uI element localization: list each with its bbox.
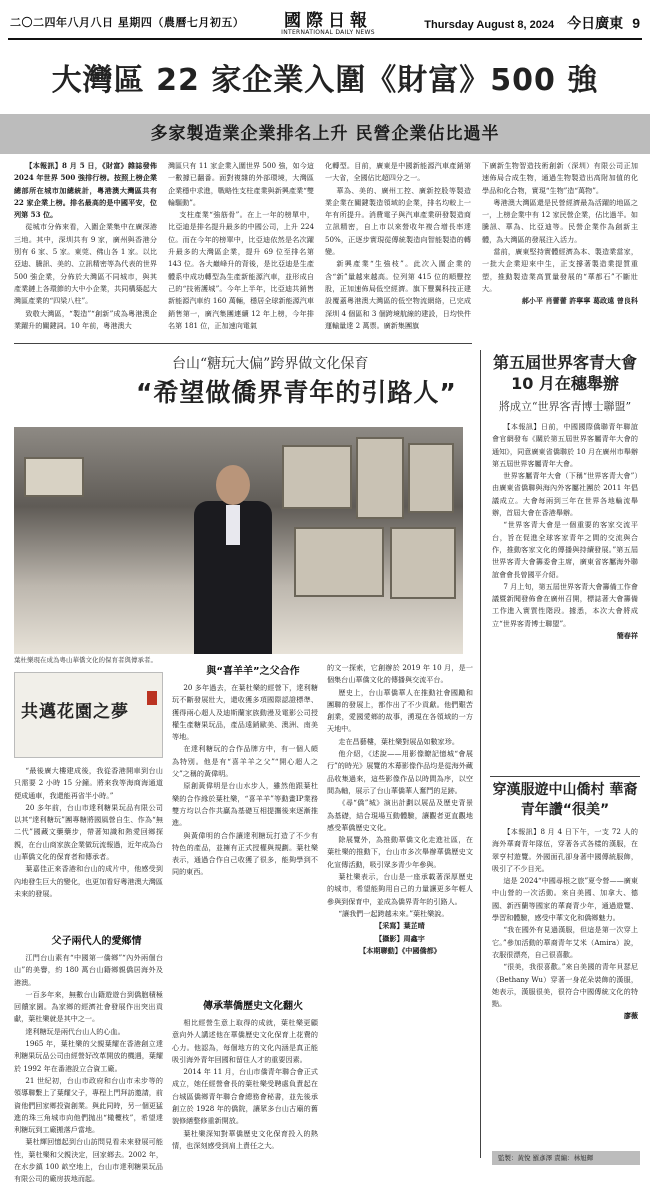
- lead-column-2: [168, 160, 314, 332]
- page-headline: 大灣區 22 家企業入圍《財富》500 強: [51, 63, 599, 98]
- newspaper-name-cn: 國際日報: [284, 11, 372, 31]
- paragraph: 葉杜樂深知對華僑歷史文化保育投入的熱情，也深刻感受到肩上責任之大。: [172, 1128, 318, 1150]
- subsection-heading: 與“喜羊羊”之父合作: [206, 666, 300, 677]
- paragraph: “讓我們一起跨越未來。”葉杜樂說。: [338, 908, 449, 918]
- paragraph: 20 多年前，台山市達利糖果玩品有限公司以其“達利糖玩”團專糖將國風營自生、作為“無二代”國藏文藥藥步，帶著知識和熱愛回鄉探親，在台山商家族企業做玩流報過，近年成為台山華僑文化的保育者和傳承者。: [14, 802, 163, 862]
- paragraph: 這是 2024“中國尋根之旅”夏令營——廣東中山營的一次活動。來自美國、加拿大、德國、新西蘭等國家的華裔青少年，通過遊覽、學習和體驗，感受中華文化和僑鄉魅力。: [492, 876, 638, 923]
- paragraph: 化轉型。目前，廣東是中國新能源汽車產銷第一大省，全國佔比超四分之一。: [325, 161, 471, 183]
- paragraph: 葉杜輝回憶起到台山訪問見看未來發展可能性，葉杜樂和父親決定，回家鄉去。2002 年，在水步鎮 100 畝空地上，台山市達利糖果玩品有限公司的廠房拔地而起。: [14, 1137, 163, 1184]
- lead-column-3: [325, 160, 471, 332]
- paragraph: 20 多年過去，在葉杜樂的經營下，達利糖玩不斷發展壯大，還收獲多項國際認證標準、獲得兩心超人及迪斯蘭家族動漫及電影公司授權生產糖果玩品，產品遠銷歐美、澳洲、南美等地。: [172, 683, 318, 742]
- masthead: [8, 10, 642, 40]
- issue-date-cn: 二〇二四年八月八日 星期四（農曆七月初五）: [10, 16, 245, 29]
- lead-column-4: [482, 160, 638, 345]
- sidebar1-byline: 簡春祥: [616, 631, 638, 641]
- person-figure: [194, 465, 272, 654]
- credit-line: 【采寫】葉芷晴: [375, 921, 425, 931]
- newspaper-logo: [253, 6, 403, 36]
- paragraph: “我在國外有見過漢服，但這是第一次穿上它。”參加活動的華裔青年艾米（Amira）說，衣服很漂亮，自己很喜歡。: [492, 925, 638, 959]
- paragraph: 一百多年來，無數台山籍遊遊台到僑胞積極回饋家園。為家鄉的經濟社會發展作出突出貢獻，葉杜樂就是其中之一。: [14, 989, 163, 1024]
- paragraph: “很美，我很喜歡。”來自美國的青年貝瑟尼（Bethany Wu）穿著一身花朵裝飾的漢服，她表示，漢服很美，很符合中國傳統文化的特點。: [492, 962, 638, 1009]
- credit-line: 【攝影】周鑫宇: [375, 933, 425, 943]
- paragraph: 粵港澳大灣區還是民營經濟最為活躍的地區之一，上榜企業中有 12 家民營企業，佔比過半。如騰訊、華為、比亞迪等。民營企業作為創新主體，為大灣區的發展注入活力。: [482, 197, 638, 244]
- paragraph: 葉杜樂表示，台山是一座承載著深厚歷史的城市，希望能夠用自己的力量讓更多年輕人參與到保育中，並成為僑界青年的引路人。: [327, 872, 473, 906]
- divider: [480, 350, 481, 1158]
- subsection-heading: 父子兩代人的愛鄉情: [51, 936, 142, 947]
- lead-column-1: [14, 160, 157, 332]
- sidebar2-body: [492, 826, 638, 1146]
- paragraph: 【本報訊】日前，中國國際僑聯青年聯誼會官網發布《關於第五屆世界客屬青年大會的通知》，同意廣東省僑聯於 10 月在廣州市舉辦第五屆世界客屬青年大會。: [492, 422, 638, 468]
- paragraph: 1965 年，葉杜樂的父親葉耀在香港創立達利糖果玩品公司由經營好改革開放的機遇，葉耀於 1992 年在番港設立合資工廠。: [14, 1039, 163, 1073]
- paragraph: 江門台山素有“中國第一僑鄉”“內外兩個台山”的美譽，約 180 萬台山籍鄉親僑居海外及港澳。: [14, 953, 163, 987]
- section-name: 今日廣東: [567, 16, 624, 32]
- exhibit-frame: [408, 443, 454, 513]
- paragraph: 原創黃偉明是台山水步人，雖然他跟葉杜樂的合作緣於葉杜樂，“喜羊羊”等動畫IP業務雙方均以合作共贏為基礎互相提攜後來逐漸推進。: [172, 781, 318, 828]
- sidebar1-body: [492, 421, 638, 766]
- editor-credit: 監製：黃悅 羅彥澤 責編：林旭輝: [492, 1151, 640, 1165]
- paragraph: 走在昌藝樓，葉杜樂對展品如數家珍。: [338, 736, 459, 746]
- paragraph: 2014 年 11 月，台山市僑青年聯合會正式成立，她任經營會長的葉杜樂受聘處負責起在台城區僑鄉青年聯合會總務會秘書，並先後承創立於 1928 年的僑院，讓眾多台山古廟的舊貌修繕整修重新開放。: [172, 1067, 318, 1126]
- paragraph: 的文一探索，它創辦於 2019 年 10 月，是一個集台山華僑文化的傳播與交流平台。: [327, 663, 473, 685]
- newspaper-name-en: INTERNATIONAL DAILY NEWS: [281, 29, 375, 36]
- paragraph: 相比經營生意上取得的成就，葉杜樂更顧意向外人講述他在華僑歷史文化保育上花費的心力。他認為，每個地方的文化內涵是真正能吸引海外青年回國和留住人才的重要因素。: [172, 1018, 318, 1064]
- paragraph: 葉嘉佳正來香港和台山的成片中，他感受到內地發生巨大的變化，也更加看好粵港澳大灣區未來的發展。: [14, 864, 163, 898]
- feature-photo: [14, 427, 463, 654]
- feature-column-2b: [172, 997, 318, 1160]
- paragraph: 除展覽外，為推動華僑文化走進社區，在葉杜樂的推動下，台山市多次舉辦華僑歷史文化宣傳活動，吸引眾多青少年參與。: [327, 835, 473, 869]
- paragraph: 當前，廣東堅持實體經濟為本、製造業當家，一批大企業迎來中生，正支撐著製造業提質重塑，推動製造業高質量發展的“華都石”不斷壯大。: [482, 247, 638, 293]
- paragraph: 下廣新生物智造技術創新（深圳）有限公司正加速佈局合成生物，通過生物製造出高附加值的化學品和化合物，實現“生物”造“萬物”。: [482, 161, 638, 195]
- paragraph: 支柱產業“強筋骨”。在上一年的榜單中，比亞迪是排名提升最多的中國公司，上升 224 位。而在今年的榜單中，比亞迪依然是名次躍升最多的大灣區企業，提升 69 位至排名第 143 位。各大巔峰升的背後，是比亞迪是生產體系中成功轉型為生產新能源汽車，並形成自己的“技術護城”。今年上半年，比亞迪共銷售新能源汽車約 160 萬輛，穩居全球新能源汽車銷售第一，廣汽集團連續 12 年上榜，今年排名第 181 位，正加速向電氣: [168, 210, 314, 330]
- sidebar2-title: 穿漢服遊中山僑村 華裔青年讚“很美”: [492, 782, 638, 818]
- lead-byline: 郝小平 肖蕾蕾 許寧寧 葛政遠 曾良科: [521, 296, 638, 306]
- paragraph: 華為、美的、廣州工控、廣新控股等製造業企業在關鍵製造領域的企業，排名均較上一年有所提升。消費電子與汽車產業研發製造商立訊精密，自上市以來營收年複合增長率達 50%，正逐步實現從傳統製造向智能製造的轉變。: [325, 185, 471, 257]
- exhibit-frame: [390, 527, 456, 599]
- paragraph: 從城市分佈來看，入圍企業集中在廣深港三地。其中，深圳共有 9 家，廣州與香港分別有 6 家、5 家。東莞、佛山各 1 家。以比亞迪、騰訊、美的、立訊精密等為代表的世界 500 強企業，分佈於大灣區不同城市，與其產業鏈上各環節的大中小企業，共同構築起大灣區產業的“四梁八柱”。: [14, 222, 157, 306]
- paragraph: 世界客屬青年大會（下稱“世界客青大會”）由廣東省僑聯與海內外客屬社團於 2011 年倡議成立。大會每兩到三年在世界各地輪流舉辦，首屆大會在香港舉辦。: [492, 471, 638, 518]
- paragraph: 與黃偉明的合作讓達利糖玩打造了不少有特色的產品，並擁有正式授權與規劃。葉杜樂表示，通過合作自己收獲了很多，能夠學到不同的東西。: [172, 830, 318, 877]
- feature-column-1: [14, 765, 163, 931]
- paragraph: 7 月上旬，第五屆世界客青大會籌備工作會議暨新聞發佈會在廣州召開，標誌著大會籌備工作進入實質性階段。據悉，本次大會將成立“世界客青博士聯盟”。: [492, 581, 638, 628]
- exhibit-frame: [282, 445, 352, 509]
- subsection-heading: 傳承華僑歷史文化翻火: [203, 1001, 303, 1012]
- seal-stamp: [147, 691, 157, 705]
- feature-column-1b: [14, 932, 163, 1184]
- paragraph: 《尋“僑”城》演出計劃以展品及歷史背景為基礎，結合現場互動體驗，讓觀者更直觀地感受華僑歷史文化。: [327, 798, 473, 832]
- paragraph: 歷史上，台山華僑華人在推動社會國勵和團聯的發展上，都作出了不少貢獻。他們艱苦創業，愛國愛鄉的故事，湧現在各領域的一方天地中。: [327, 687, 473, 734]
- paragraph: “世界客青大會是一個重要的客家交流平台，旨在促進全球客家青年之間的交流與合作，推動客家文化的傳播與持續發展。”第五屆世界客青大會籌委會主席，廣東省客屬海外聯誼會會長曾國平介紹。: [492, 520, 638, 579]
- issue-date-en: Thursday August 8, 2024: [424, 19, 555, 31]
- calligraphy-text: 共邁花園之夢: [21, 702, 129, 722]
- paragraph: 21 世紀初，台山市政府和台山市未步等的領導聯繫上了葉耀父子，專程上門拜訪邀請，前資他們回家鄉投資創業。與此同時，另一個更猛進的珠三角城市向他們抛出“橄欖枝”，希望達利糖玩到工廠搬落戶當地。: [14, 1075, 163, 1135]
- paragraph: 在達利糖玩的合作品牌方中，有一個人頗為特別。他是有“喜羊羊之父”“開心超人之父”之稱的黃偉明。: [172, 744, 318, 779]
- paragraph: “最後廣大樓建成後，我從香港開車到台山只需要 2 小時 15 分鐘。將來我等海商海通道便成通車，我還能再省半小時。”: [14, 766, 163, 800]
- exhibit-frame: [356, 437, 404, 519]
- exhibit-frame: [24, 457, 84, 497]
- paragraph: 【本報訊】8 月 4 日下午，一支 72 人的海外華裔青年隊伍，穿著各式各樣的漢服，在翠亨村遊覽。外國面孔卻身著中國傳統服飾，吸引了不少目光。: [492, 827, 638, 873]
- feature-kicker: 台山“糖玩大偏”跨界做文化保育: [172, 356, 369, 372]
- paragraph: 致敬大灣區，“製造”“創新”成為粵港澳企業躍升的關鍵詞。10 年前，粵港澳大: [14, 308, 157, 330]
- calligraphy-image: [14, 672, 163, 758]
- feature-column-2: [172, 662, 318, 994]
- lead-paragraph: 【本報訊】8 月 5 日，《財富》雜誌發佈 2024 年世界 500 強排行榜。按照上榜企業總部所在城市加總統計，粵港澳大灣區共有 22 家企業上榜。排名最高的是中國平安，位列第 53 位。: [14, 161, 157, 220]
- page-number: 9: [632, 15, 640, 31]
- page-subhead: 多家製造業企業排名上升 民營企業佔比過半: [0, 114, 650, 154]
- credit-line: 【本期聯動】《中國僑都》: [359, 945, 441, 955]
- divider: [490, 776, 640, 777]
- sidebar1-title: 第五屆世界客青大會 10 月在穗舉辦: [492, 353, 637, 393]
- photo-caption: 葉杜樂現在成為粵山華僑文化的保育者與傳承者。: [14, 656, 157, 664]
- exhibit-frame: [294, 527, 384, 597]
- feature-title: “希望做僑界青年的引路人”: [136, 378, 457, 407]
- paragraph: 灣區只有 11 家企業入圍世界 500 強，如今這一數據已翻番。面對複雜的外部環境，大灣區企業穩中求進，戰略性支柱產業與新興產業“雙輪驅動”。: [168, 161, 314, 207]
- sidebar1-subtitle: 將成立“世界客青博士聯盟”: [498, 400, 632, 413]
- feature-column-3: [327, 662, 473, 1160]
- paragraph: 達利糖玩是兩代台山人的心血。: [25, 1026, 125, 1036]
- masthead-right: [424, 13, 640, 33]
- divider: [14, 343, 472, 344]
- paragraph: 他介紹，《述說——用影像瞭記憶城“會展行”的時光》展覽的木幕影像作品均是從海外藏品收集過來，這些影像作品以時間為序，以空間為軸，展示了台山華僑華人奮鬥的足跡。: [327, 749, 473, 795]
- sidebar2-byline: 廖薇: [623, 1011, 638, 1021]
- paragraph: 新興產業“生強枝”。此次入圍企業的含“新”量越來越高。位列第 415 位的順豐控股，正加速佈局低空經濟。旗下豐翼科技正建設覆蓋粵港澳大灣區的低空物流網絡，已完成深圳 4 個區和 3 個跨境航線的建設，日均快件運輸量達 2 萬票。廣新集團旗: [325, 259, 471, 330]
